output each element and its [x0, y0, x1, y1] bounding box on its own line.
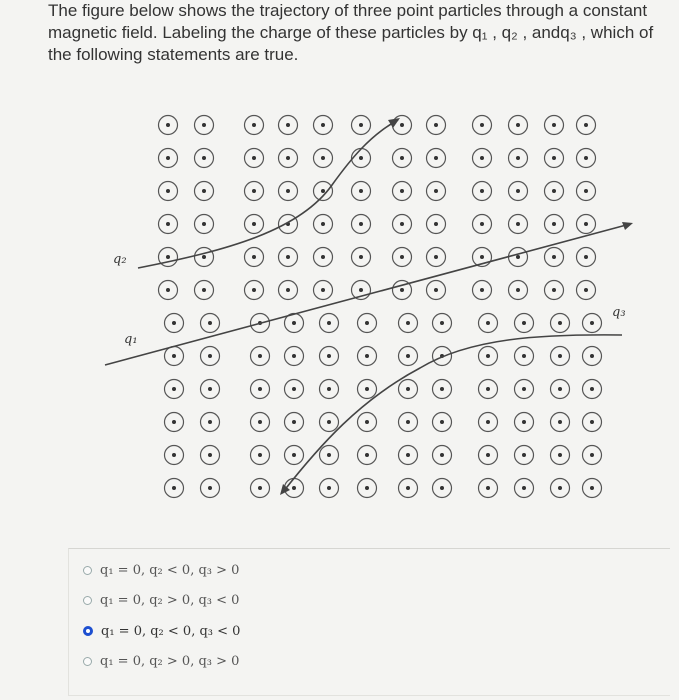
- field-dot-center: [516, 288, 520, 292]
- field-dot-center: [359, 255, 363, 259]
- field-dot-center: [321, 222, 325, 226]
- field-dot-center: [172, 354, 176, 358]
- field-dot-center: [166, 222, 170, 226]
- radio-option-1[interactable]: [83, 566, 92, 575]
- field-dot-center: [166, 255, 170, 259]
- label-q1: q₁: [124, 332, 138, 347]
- field-dot-center: [552, 255, 556, 259]
- field-dot-center: [584, 288, 588, 292]
- field-dot-center: [486, 354, 490, 358]
- field-dot-center: [286, 123, 290, 127]
- field-dot-center: [400, 288, 404, 292]
- field-dot-center: [292, 354, 296, 358]
- question-line-1: The figure below shows the trajectory of three point particles through a constant: [48, 1, 648, 20]
- field-dot-center: [365, 420, 369, 424]
- option-2-label: q₁ = 0, q₂ > 0, q₃ < 0: [100, 592, 240, 608]
- field-dot-center: [359, 123, 363, 127]
- field-dot-center: [400, 189, 404, 193]
- field-dot-center: [522, 420, 526, 424]
- field-dot-center: [434, 288, 438, 292]
- field-dot-center: [359, 189, 363, 193]
- field-dot-center: [327, 354, 331, 358]
- field-dot-center: [202, 255, 206, 259]
- field-dot-center: [480, 288, 484, 292]
- field-dot-center: [552, 156, 556, 160]
- field-dot-center: [321, 123, 325, 127]
- field-dot-center: [258, 420, 262, 424]
- field-dot-center: [292, 486, 296, 490]
- field-dot-center: [252, 189, 256, 193]
- field-dot-center: [166, 156, 170, 160]
- field-dot-center: [516, 255, 520, 259]
- option-2[interactable]: [83, 588, 239, 612]
- field-dot-center: [558, 453, 562, 457]
- field-dot-center: [327, 420, 331, 424]
- field-dot-center: [406, 321, 410, 325]
- question-line-3: the following statements are true.: [48, 45, 299, 64]
- field-dot-center: [365, 387, 369, 391]
- field-dot-center: [480, 123, 484, 127]
- label-q3: q₃: [612, 305, 626, 320]
- field-dot-center: [486, 486, 490, 490]
- field-dot-center: [252, 156, 256, 160]
- question-line-2: magnetic field. Labeling the charge of these particles by q₁ , q₂ , andq₃ , which of: [48, 23, 654, 42]
- field-dot-center: [321, 288, 325, 292]
- field-dot-center: [590, 453, 594, 457]
- field-dot-center: [522, 321, 526, 325]
- field-dot-center: [252, 222, 256, 226]
- field-dot-center: [292, 453, 296, 457]
- field-dot-center: [516, 222, 520, 226]
- field-dot-center: [292, 420, 296, 424]
- field-dot-center: [365, 321, 369, 325]
- field-dot-center: [558, 486, 562, 490]
- field-dot-center: [359, 222, 363, 226]
- field-dot-center: [558, 387, 562, 391]
- field-dot-center: [522, 453, 526, 457]
- field-dots: [159, 116, 602, 498]
- field-dot-center: [486, 321, 490, 325]
- field-dot-center: [440, 321, 444, 325]
- trajectory-figure: [0, 90, 679, 510]
- field-dot-center: [258, 453, 262, 457]
- field-dot-center: [480, 156, 484, 160]
- field-dot-center: [321, 189, 325, 193]
- field-dot-center: [208, 387, 212, 391]
- field-dot-center: [327, 453, 331, 457]
- field-dot-center: [202, 288, 206, 292]
- field-dot-center: [590, 420, 594, 424]
- field-dot-center: [486, 453, 490, 457]
- field-dot-center: [552, 189, 556, 193]
- field-dot-center: [327, 321, 331, 325]
- field-dot-center: [584, 156, 588, 160]
- field-dot-center: [172, 453, 176, 457]
- field-dot-center: [172, 387, 176, 391]
- field-dot-center: [486, 387, 490, 391]
- field-dot-center: [208, 453, 212, 457]
- field-dot-center: [440, 387, 444, 391]
- field-dot-center: [584, 222, 588, 226]
- field-dot-center: [359, 288, 363, 292]
- field-dot-center: [365, 354, 369, 358]
- option-3-label: q₁ = 0, q₂ < 0, q₃ < 0: [101, 623, 241, 639]
- arrow-head-q1: [622, 222, 633, 230]
- field-dot-center: [208, 321, 212, 325]
- field-dot-center: [516, 123, 520, 127]
- field-dot-center: [292, 387, 296, 391]
- field-dot-center: [584, 255, 588, 259]
- option-1[interactable]: [83, 558, 239, 582]
- field-dot-center: [400, 123, 404, 127]
- field-dot-center: [208, 486, 212, 490]
- field-dot-center: [252, 255, 256, 259]
- field-dot-center: [486, 420, 490, 424]
- field-dot-center: [552, 222, 556, 226]
- field-dot-center: [434, 189, 438, 193]
- label-q2: q₂: [113, 252, 127, 267]
- field-dot-center: [286, 288, 290, 292]
- field-dot-center: [522, 486, 526, 490]
- field-dot-center: [434, 255, 438, 259]
- field-dot-center: [258, 387, 262, 391]
- field-dot-center: [252, 123, 256, 127]
- field-dot-center: [480, 255, 484, 259]
- field-dot-center: [434, 123, 438, 127]
- field-dot-center: [406, 453, 410, 457]
- field-dot-center: [558, 321, 562, 325]
- field-dot-center: [202, 156, 206, 160]
- field-dot-center: [400, 156, 404, 160]
- field-dot-center: [258, 486, 262, 490]
- field-dot-center: [365, 453, 369, 457]
- field-dot-center: [406, 387, 410, 391]
- field-dot-center: [590, 387, 594, 391]
- field-dot-center: [522, 354, 526, 358]
- field-dot-center: [359, 156, 363, 160]
- field-dot-center: [406, 486, 410, 490]
- field-dot-center: [286, 189, 290, 193]
- field-dot-center: [286, 255, 290, 259]
- option-4[interactable]: [83, 649, 239, 673]
- field-dot-center: [440, 453, 444, 457]
- field-dot-center: [584, 123, 588, 127]
- field-dot-center: [286, 156, 290, 160]
- field-dot-center: [480, 222, 484, 226]
- field-dot-center: [327, 486, 331, 490]
- field-dot-center: [172, 486, 176, 490]
- option-3[interactable]: [83, 619, 240, 643]
- field-dot-center: [172, 321, 176, 325]
- option-1-label: q₁ = 0, q₂ < 0, q₃ > 0: [100, 562, 240, 578]
- field-dot-center: [321, 255, 325, 259]
- field-dot-center: [480, 189, 484, 193]
- field-dot-center: [552, 288, 556, 292]
- field-dot-center: [558, 354, 562, 358]
- field-dot-center: [202, 123, 206, 127]
- field-dot-center: [558, 420, 562, 424]
- field-dot-center: [552, 123, 556, 127]
- radio-option-3-selected[interactable]: [83, 626, 93, 636]
- field-dot-center: [590, 354, 594, 358]
- field-dot-center: [590, 321, 594, 325]
- field-dot-center: [434, 222, 438, 226]
- field-dot-center: [434, 156, 438, 160]
- field-dot-center: [400, 222, 404, 226]
- field-dot-center: [166, 189, 170, 193]
- field-dot-center: [400, 255, 404, 259]
- field-dot-center: [440, 486, 444, 490]
- field-dot-center: [258, 354, 262, 358]
- field-dot-center: [516, 189, 520, 193]
- field-dot-center: [440, 420, 444, 424]
- trajectory-q1: [105, 224, 630, 365]
- field-dot-center: [208, 354, 212, 358]
- answer-options: [68, 548, 670, 696]
- field-dot-center: [252, 288, 256, 292]
- field-dot-center: [584, 189, 588, 193]
- field-dot-center: [522, 387, 526, 391]
- field-dot-center: [406, 354, 410, 358]
- field-dot-center: [172, 420, 176, 424]
- trajectory-svg: [0, 90, 679, 510]
- arrow-head-q2: [388, 118, 400, 128]
- field-dot-center: [321, 156, 325, 160]
- field-dot-center: [166, 123, 170, 127]
- field-dot-center: [208, 420, 212, 424]
- field-dot-center: [516, 156, 520, 160]
- option-4-label: q₁ = 0, q₂ > 0, q₃ > 0: [100, 653, 240, 669]
- field-dot-center: [406, 420, 410, 424]
- question-text: [48, 0, 668, 66]
- field-dot-center: [202, 222, 206, 226]
- radio-option-4[interactable]: [83, 657, 92, 666]
- radio-option-2[interactable]: [83, 596, 92, 605]
- field-dot-center: [590, 486, 594, 490]
- field-dot-center: [292, 321, 296, 325]
- field-dot-center: [327, 387, 331, 391]
- field-dot-center: [365, 486, 369, 490]
- field-dot-center: [166, 288, 170, 292]
- field-dot-center: [202, 189, 206, 193]
